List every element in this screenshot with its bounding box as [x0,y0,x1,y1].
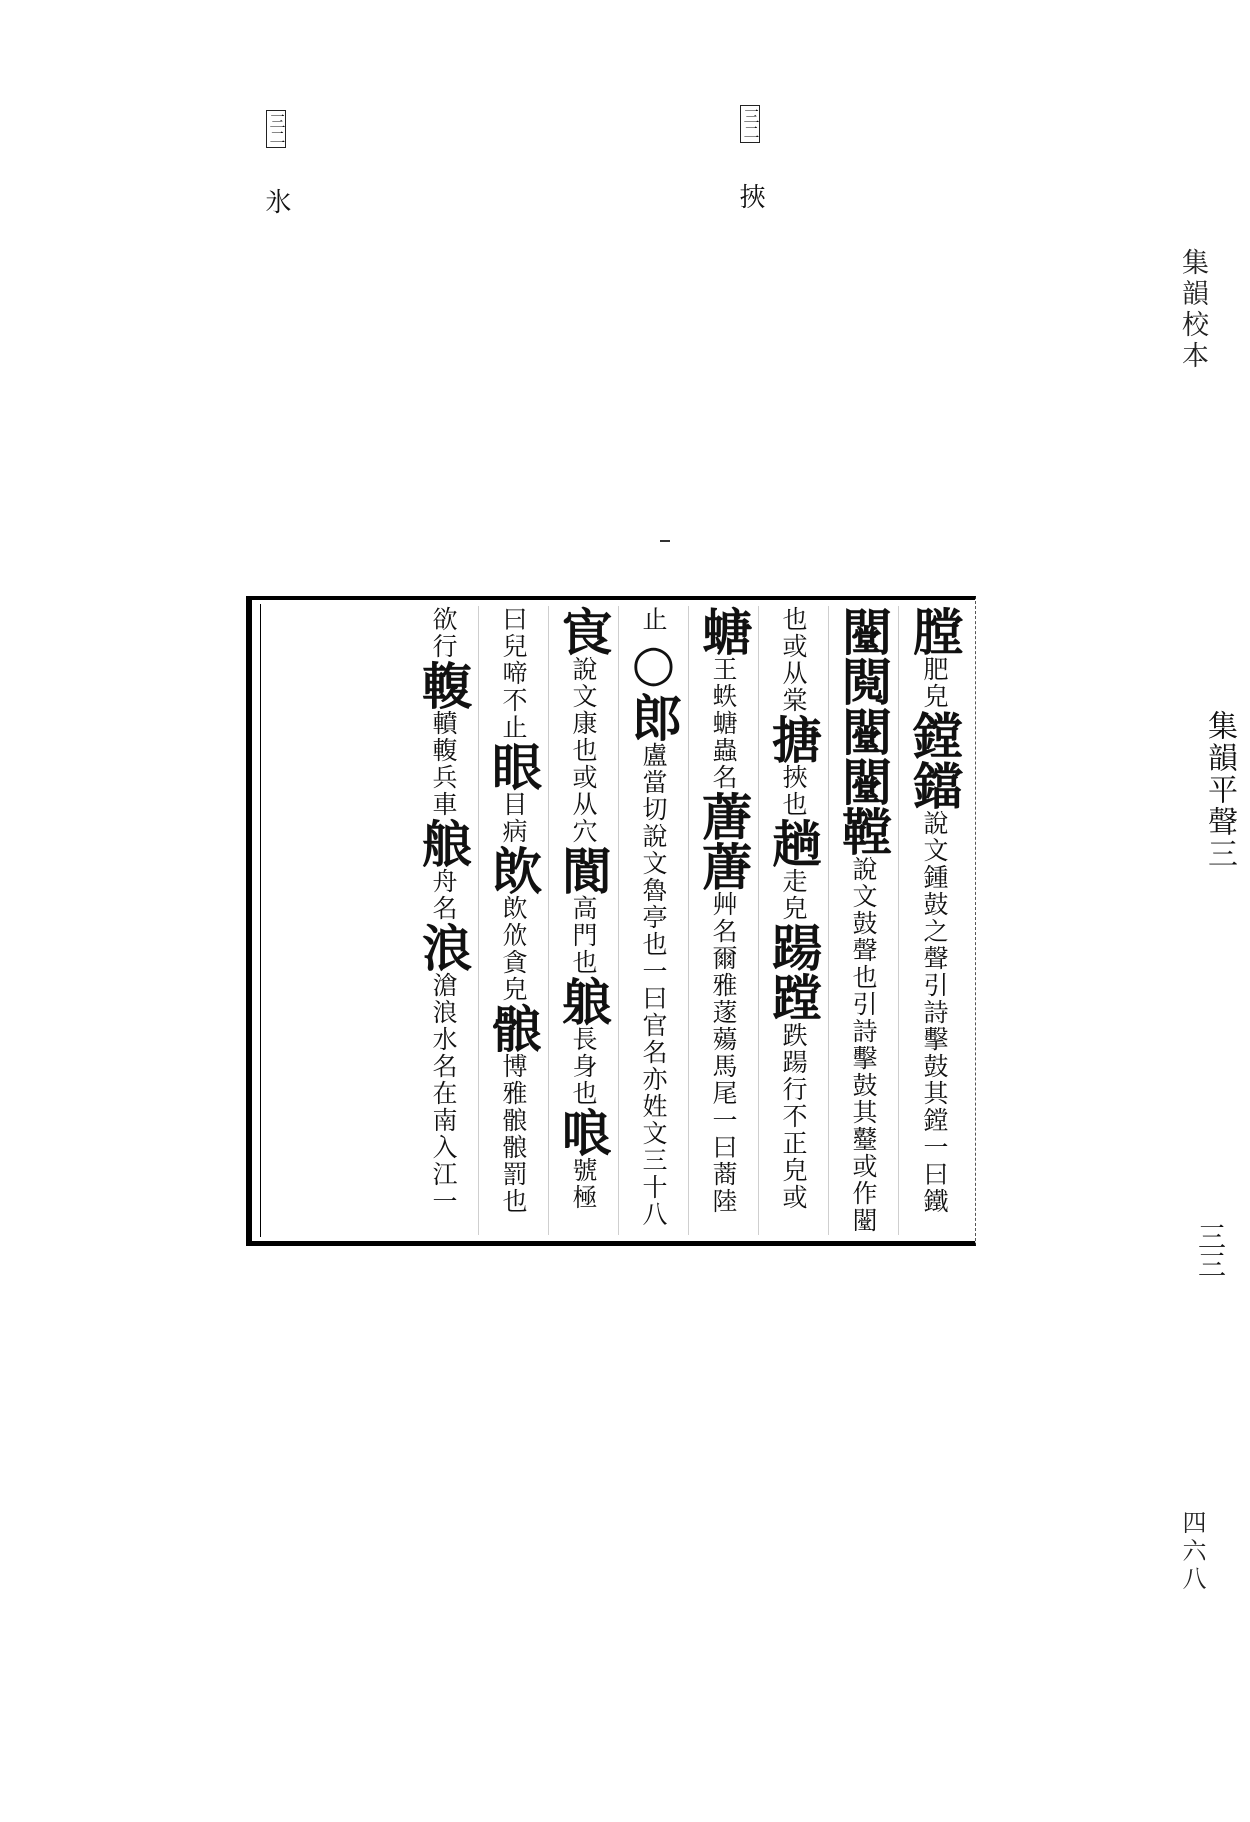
headword: 螗 [694,606,753,656]
gloss-text: 說文鼓聲也引詩擊鼓其鼞或作闛 [849,856,878,1234]
headword: 躴 [554,976,613,1026]
gloss-text: 欴㰡貪皃 [499,895,528,1003]
headword: 艆 [414,818,473,868]
gloss-text: 轒輹兵車 [429,710,458,818]
headword: 闛䦧闛闛鞺 [834,606,893,856]
running-head: 集韻校本 [1177,248,1208,372]
headword: 膛 [905,606,964,656]
block-side-mark: 三三 [1194,1222,1227,1278]
note-mark: 三二 [266,110,286,148]
headword: 欴 [484,845,543,895]
gloss-text: 高門也 [569,895,598,976]
headword: 踼蹚 [764,922,823,1022]
gloss-text: 盧當切說文魯亭也一曰官名亦姓文三十八 [639,742,668,1228]
text-column [409,606,479,1235]
gloss-text: 目病 [499,791,528,845]
headword: 浪 [414,922,473,972]
headword: 趟 [764,818,823,868]
printed-block [246,596,976,1246]
page-number: 四六八 [1178,1510,1206,1594]
block-side-label: 集韻平聲三 [1202,710,1237,870]
gloss-text: 曰兒啼不止 [499,606,528,741]
headword: ○郎 [624,633,683,742]
gloss-text: 滄浪水名在南入江一 [429,972,458,1215]
gloss-text: 艸名爾雅蓫薚馬尾一曰蔏陸 [709,891,738,1215]
gloss-text: 也或从棠 [779,606,808,714]
headword: 搪 [764,714,823,764]
gloss-text: 號極 [569,1157,598,1211]
margin-note-1 [732,105,769,209]
headword: 鏜鐺 [905,710,964,810]
gloss-text: 博雅䯖䯖罰也 [499,1053,528,1215]
text-column [829,606,899,1235]
headword: 閬 [554,845,613,895]
note-mark: 三二 [740,105,760,143]
ink-speck [660,540,670,542]
gloss-text: 王蛈螗蟲名 [709,656,738,791]
text-column [899,606,969,1235]
text-columns [266,606,969,1235]
gloss-text: 舟名 [429,868,458,922]
gloss-text: 肥皃 [920,656,949,710]
headword: 哴 [554,1107,613,1157]
text-column [619,606,689,1235]
note-text: 挾 [735,183,765,209]
note-text: 氷 [261,188,291,214]
headword: 眼 [484,741,543,791]
headword: 輹 [414,660,473,710]
headword: 㝗 [554,606,613,656]
gloss-text: 欲行 [429,606,458,660]
text-column [759,606,829,1235]
gloss-text: 長身也 [569,1026,598,1107]
gloss-text: 跌踼行不正皃或 [779,1022,808,1211]
inner-border-rule [260,604,261,1237]
text-column [689,606,759,1235]
text-column [479,606,549,1235]
text-column [549,606,619,1235]
gloss-text: 走皃 [779,868,808,922]
margin-note-2 [258,110,295,214]
gloss-text: 挾也 [779,764,808,818]
gloss-text: 說文鍾鼓之聲引詩擊鼓其鏜一曰鐵 [920,810,949,1215]
headword: 䯖 [484,1003,543,1053]
headword: 蓎蓎 [694,791,753,891]
gloss-text: 止 [639,606,668,633]
gloss-text: 說文康也或从穴 [569,656,598,845]
